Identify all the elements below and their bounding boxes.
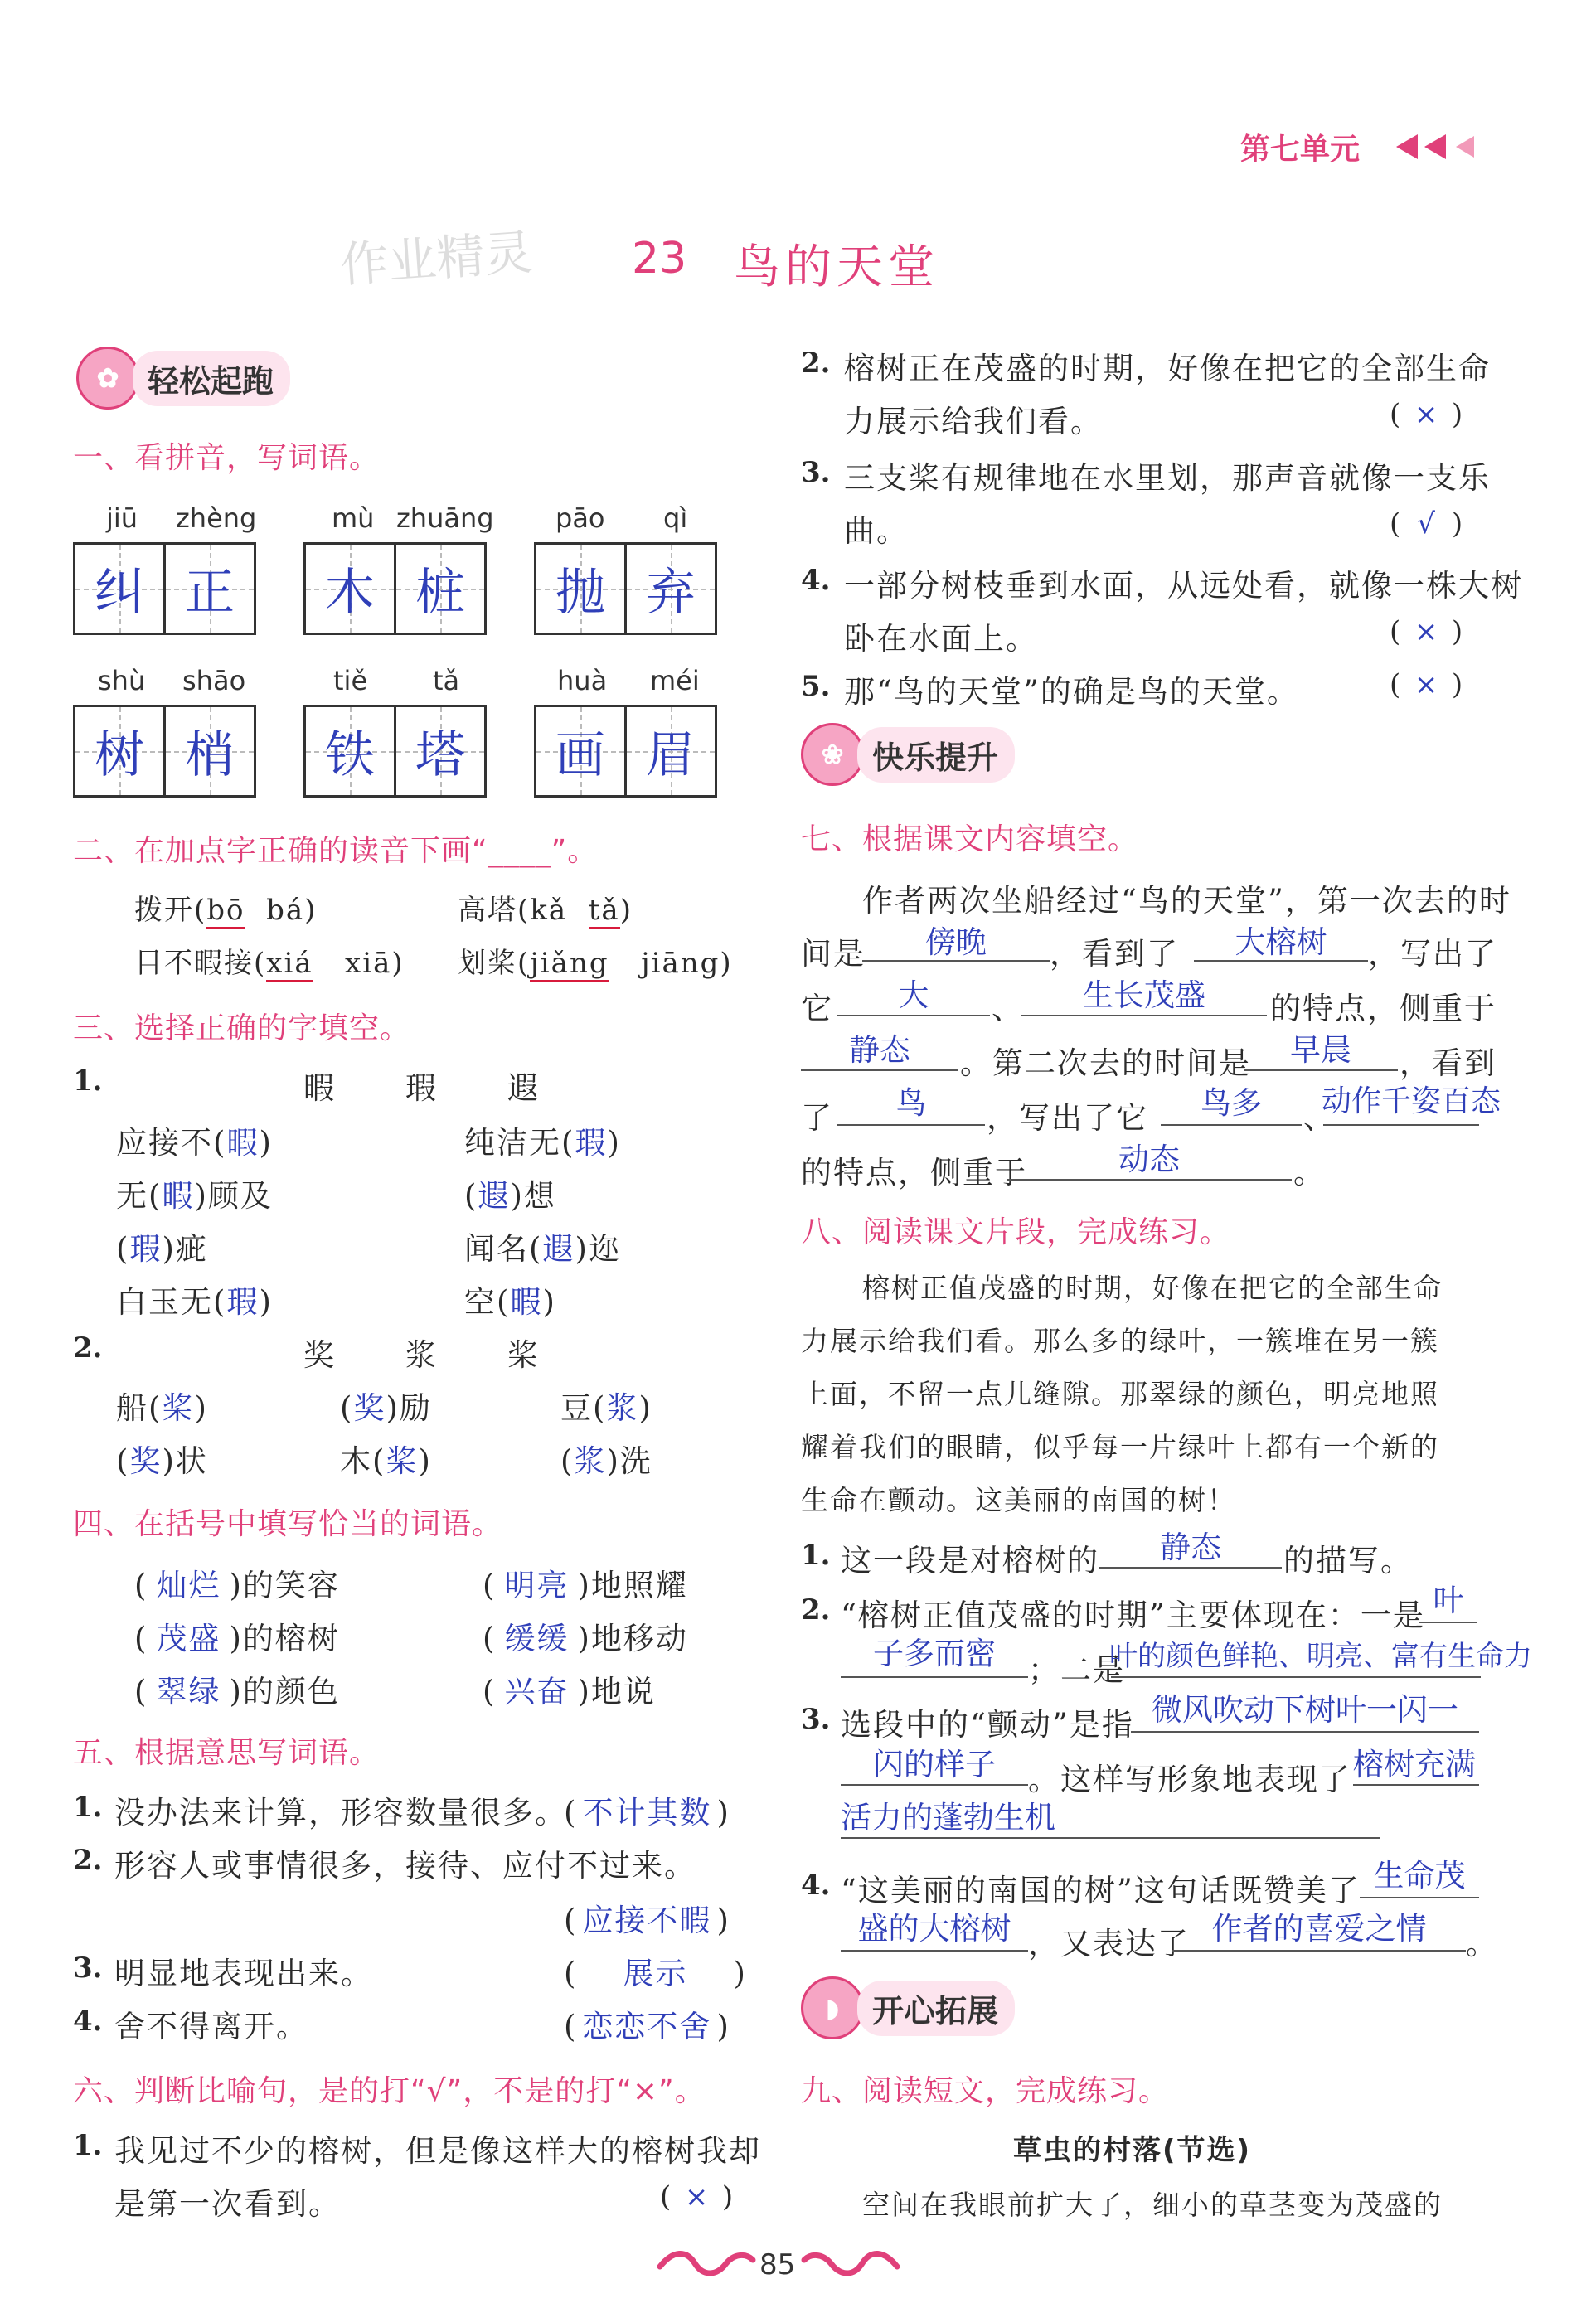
blank bbox=[801, 1069, 958, 1071]
answer: 生长茂盛 bbox=[1083, 977, 1205, 1013]
answer: 作者的喜爱之情 bbox=[1211, 1911, 1427, 1947]
fill-line: 、 bbox=[1303, 1100, 1336, 1136]
reading-item: 目不暇接(xiá xiā) bbox=[134, 940, 405, 981]
q-number: 4. bbox=[73, 2005, 103, 2038]
char-box: 塔 bbox=[396, 705, 487, 798]
question-text: 卧在水面上。 bbox=[844, 621, 1038, 657]
judge-answer: ( √ ) bbox=[1390, 507, 1463, 541]
blank bbox=[1353, 1784, 1479, 1786]
fill-line: ，写出了 bbox=[1368, 936, 1497, 972]
q-number: 4. bbox=[801, 1869, 831, 1902]
q-number: 1. bbox=[801, 1539, 831, 1572]
answer: 盛的大榕树 bbox=[857, 1911, 1011, 1947]
passage-line: 上面，不留一点儿缝隙。那翠绿的颜色，明亮地照 bbox=[801, 1378, 1439, 1410]
q-number: 1. bbox=[73, 1064, 103, 1098]
watermark: 作业精灵 bbox=[338, 223, 535, 293]
lesson-title: 鸟的天堂 bbox=[734, 240, 939, 294]
pinyin: mù bbox=[332, 502, 375, 534]
judge-answer: ( × ) bbox=[660, 2180, 734, 2213]
blank bbox=[1419, 1622, 1477, 1623]
fill-line: 它 bbox=[801, 991, 833, 1026]
answer: 微风吹动下树叶一闪一 bbox=[1152, 1692, 1458, 1728]
blank bbox=[1244, 1069, 1398, 1071]
fill-line: 间是 bbox=[801, 936, 866, 972]
badge-easy-start bbox=[76, 347, 290, 410]
sec7-title: 七、根据课文内容填空。 bbox=[801, 822, 1139, 856]
badge-happy-up bbox=[801, 723, 1015, 786]
reading-item: 拨开(bō bá) bbox=[134, 887, 317, 928]
blank bbox=[1111, 1676, 1481, 1678]
char-box: 铁 bbox=[303, 705, 396, 798]
char-box: 弃 bbox=[627, 542, 717, 635]
fill-item: 木(桨) bbox=[340, 1443, 432, 1479]
question-text: 力展示给我们看。 bbox=[844, 404, 1103, 439]
passage-title: 草虫的村落(节选) bbox=[1013, 2134, 1252, 2167]
answer: 动作千姿百态 bbox=[1322, 1084, 1501, 1118]
judge-answer: ( × ) bbox=[1390, 398, 1463, 431]
blank bbox=[1021, 1015, 1267, 1016]
reading-item: 划桨(jiǎng jiāng) bbox=[458, 940, 733, 981]
fill-item: ( 灿烂 )的笑容 bbox=[134, 1568, 340, 1603]
pinyin: pāo bbox=[555, 502, 605, 534]
fill-item: ( 翠绿 )的颜色 bbox=[134, 1674, 340, 1709]
char-box: 木 bbox=[303, 542, 396, 635]
fill-line: 的特点，侧重于 bbox=[1270, 991, 1497, 1026]
fill-item: 白玉无(瑕) bbox=[116, 1284, 273, 1320]
dolphin-icon: ◗ bbox=[801, 1976, 864, 2039]
passage-line: 力展示给我们看。那么多的绿叶，一簇堆在另一簇 bbox=[801, 1325, 1439, 1357]
wave-right-icon bbox=[801, 2248, 900, 2281]
wave-left-icon bbox=[657, 2248, 756, 2281]
passage-line: 空间在我眼前扩大了，细小的草茎变为茂盛的 bbox=[862, 2189, 1443, 2221]
answer: 活力的蓬勃生机 bbox=[841, 1800, 1055, 1835]
char-box: 纠 bbox=[73, 542, 166, 635]
answer: ( 应接不暇 ) bbox=[564, 1903, 730, 1938]
fill-item: 无(暇)顾及 bbox=[116, 1178, 273, 1214]
pinyin: zhèng bbox=[176, 502, 257, 534]
pinyin: huà bbox=[557, 665, 608, 696]
lesson-number: 23 bbox=[632, 234, 687, 284]
char-box: 桩 bbox=[396, 542, 487, 635]
blank bbox=[841, 1676, 1028, 1678]
pinyin: jiū bbox=[106, 502, 138, 534]
question-text: 的描写。 bbox=[1283, 1543, 1413, 1578]
blank bbox=[1007, 1179, 1292, 1181]
fill-line: 了 bbox=[801, 1100, 833, 1136]
q-number: 3. bbox=[801, 1703, 831, 1736]
blank bbox=[841, 1784, 1028, 1786]
blank bbox=[1172, 1950, 1466, 1952]
pinyin: tǎ bbox=[433, 665, 460, 696]
q-number: 5. bbox=[801, 670, 831, 703]
answer: 早晨 bbox=[1290, 1032, 1351, 1068]
fill-item: 纯洁无(瑕) bbox=[464, 1125, 621, 1161]
passage-line: 生命在颤动。这美丽的南国的树！ bbox=[801, 1484, 1236, 1516]
question-text: 形容人或事情很多，接待、应付不过来。 bbox=[114, 1848, 696, 1884]
pinyin: tiě bbox=[333, 665, 368, 696]
q-number: 3. bbox=[73, 1952, 103, 1985]
fill-line: ，写出了它 bbox=[987, 1100, 1148, 1136]
question-text: “这美丽的南国的树”这句话既赞美了 bbox=[841, 1873, 1361, 1908]
fill-line: 的特点，侧重于 bbox=[801, 1155, 1027, 1190]
answer: 静态 bbox=[849, 1032, 910, 1068]
fill-item: 应接不(暇) bbox=[116, 1125, 273, 1161]
blank bbox=[841, 1950, 1028, 1952]
answer: 叶的颜色鲜艳、明亮、富有生命力 bbox=[1109, 1640, 1532, 1673]
fill-line: 。 bbox=[1293, 1155, 1326, 1190]
q-number: 1. bbox=[73, 2129, 103, 2162]
sec1-title: 一、看拼音，写词语。 bbox=[73, 441, 381, 475]
fill-item: 空(暇) bbox=[464, 1284, 556, 1320]
q-number: 2. bbox=[73, 1331, 103, 1365]
question-text: 。这样写形象地表现了 bbox=[1028, 1762, 1351, 1797]
answer: 大 bbox=[898, 977, 929, 1013]
char-box: 梢 bbox=[166, 705, 256, 798]
char-box: 眉 bbox=[627, 705, 717, 798]
answer: 大榕树 bbox=[1235, 924, 1327, 960]
judge-answer: ( × ) bbox=[1390, 668, 1463, 701]
fill-item: ( 明亮 )地照耀 bbox=[483, 1568, 688, 1603]
question-text: 选段中的“颤动”是指 bbox=[841, 1707, 1134, 1743]
reading-item: 高塔(kǎ tǎ) bbox=[458, 887, 633, 928]
question-text: 一部分树枝垂到水面，从远处看，就像一株大树 bbox=[844, 568, 1523, 604]
answer: 傍晚 bbox=[925, 924, 987, 960]
q-number: 4. bbox=[801, 564, 831, 597]
answer: 闪的样子 bbox=[873, 1747, 996, 1782]
q-number: 3. bbox=[801, 456, 831, 489]
char-options: 奖 浆 桨 bbox=[303, 1337, 541, 1373]
answer: ( 恋恋不舍 ) bbox=[564, 2009, 730, 2044]
blank bbox=[837, 1124, 985, 1126]
q-number: 1. bbox=[73, 1791, 103, 1824]
blank bbox=[1099, 1567, 1282, 1569]
fill-item: ( 兴奋 )地说 bbox=[483, 1674, 656, 1709]
fill-line: 。第二次去的时间是 bbox=[960, 1045, 1251, 1081]
answer: ( 不计其数 ) bbox=[564, 1795, 730, 1830]
fill-item: (奖)励 bbox=[340, 1390, 432, 1426]
answer: ( 展示 ) bbox=[564, 1956, 747, 1991]
q-number: 2. bbox=[801, 1593, 831, 1627]
char-box: 画 bbox=[534, 705, 627, 798]
blank bbox=[841, 1837, 1380, 1839]
answer: 叶 bbox=[1433, 1583, 1464, 1618]
fill-item: (浆)洗 bbox=[560, 1443, 652, 1479]
char-options: 暇 瑕 遐 bbox=[303, 1070, 541, 1106]
passage-line: 作者两次坐船经过“鸟的天堂”，第一次去的时 bbox=[862, 883, 1511, 919]
sec2-title: 二、在加点字正确的读音下画“____”。 bbox=[73, 834, 599, 868]
badge-label: 快乐提升 bbox=[857, 727, 1015, 783]
char-box: 抛 bbox=[534, 542, 627, 635]
question-text: 我见过不少的榕树，但是像这样大的榕树我却 bbox=[114, 2133, 761, 2169]
question-text: 明显地表现出来。 bbox=[114, 1956, 373, 1991]
pinyin: zhuāng bbox=[396, 502, 494, 534]
question-text: ；二是 bbox=[1028, 1652, 1125, 1688]
sec3-title: 三、选择正确的字填空。 bbox=[73, 1011, 411, 1045]
fill-item: 闻名(遐)迩 bbox=[464, 1231, 621, 1267]
question-text: ，又表达了 bbox=[1028, 1926, 1190, 1961]
blank bbox=[1131, 1731, 1479, 1733]
fill-item: (奖)状 bbox=[116, 1443, 208, 1479]
char-box: 树 bbox=[73, 705, 166, 798]
question-text: 那“鸟的天堂”的确是鸟的天堂。 bbox=[844, 674, 1299, 710]
triangle-arrows-icon bbox=[1393, 133, 1484, 161]
badge-fun-expand bbox=[801, 1976, 1015, 2039]
answer: 动态 bbox=[1118, 1142, 1180, 1177]
fill-item: (遐)想 bbox=[464, 1178, 556, 1214]
answer: 静态 bbox=[1160, 1530, 1221, 1565]
pinyin: méi bbox=[650, 665, 700, 696]
question-text: 。 bbox=[1466, 1926, 1498, 1961]
fill-item: 船(桨) bbox=[116, 1390, 208, 1426]
answer: 鸟 bbox=[895, 1085, 927, 1121]
fill-item: ( 缓缓 )地移动 bbox=[483, 1621, 688, 1656]
cake-icon: ❀ bbox=[801, 723, 864, 786]
answer: 鸟多 bbox=[1201, 1085, 1262, 1121]
question-text: 这一段是对榕树的 bbox=[841, 1543, 1099, 1578]
fill-line: 、 bbox=[992, 991, 1024, 1026]
sec4-title: 四、在括号中填写恰当的词语。 bbox=[73, 1507, 503, 1541]
fill-line: ，看到 bbox=[1400, 1045, 1497, 1081]
question-text: “榕树正值茂盛的时期”主要体现在：一是 bbox=[841, 1598, 1425, 1633]
question-text: 曲。 bbox=[844, 513, 909, 549]
badge-label: 开心拓展 bbox=[857, 1981, 1015, 2036]
fill-line: ，看到了 bbox=[1050, 936, 1179, 972]
unit-label: 第七单元 bbox=[1240, 133, 1361, 167]
pinyin: qì bbox=[663, 502, 688, 534]
passage-line: 榕树正值茂盛的时期，好像在把它的全部生命 bbox=[862, 1272, 1443, 1304]
page-number: 85 bbox=[759, 2248, 796, 2281]
question-text: 榕树正在茂盛的时期，好像在把它的全部生命 bbox=[844, 351, 1491, 386]
fill-item: ( 茂盛 )的榕树 bbox=[134, 1621, 340, 1656]
blank bbox=[1323, 1124, 1479, 1126]
char-box: 正 bbox=[166, 542, 256, 635]
question-text: 三支桨有规律地在水里划，那声音就像一支乐 bbox=[844, 460, 1491, 496]
blank bbox=[837, 1015, 990, 1016]
runner-icon: ✿ bbox=[76, 347, 139, 410]
blank bbox=[1161, 1124, 1302, 1126]
fill-item: (瑕)疵 bbox=[116, 1231, 208, 1267]
question-text: 没办法来计算，形容数量很多。 bbox=[114, 1795, 567, 1830]
sec5-title: 五、根据意思写词语。 bbox=[73, 1736, 381, 1770]
judge-answer: ( × ) bbox=[1390, 615, 1463, 648]
pinyin: shāo bbox=[182, 665, 246, 696]
blank bbox=[1360, 1897, 1479, 1898]
question-text: 是第一次看到。 bbox=[114, 2186, 341, 2222]
q-number: 2. bbox=[73, 1844, 103, 1877]
sec6-title: 六、判断比喻句，是的打“√”，不是的打“×”。 bbox=[73, 2074, 706, 2108]
fill-item: 豆(浆) bbox=[560, 1390, 652, 1426]
badge-label: 轻松起跑 bbox=[133, 351, 290, 406]
sec8-title: 八、阅读课文片段，完成练习。 bbox=[801, 1215, 1231, 1249]
pinyin: shù bbox=[98, 665, 146, 696]
q-number: 2. bbox=[801, 347, 831, 380]
sec9-title: 九、阅读短文，完成练习。 bbox=[801, 2074, 1170, 2108]
answer: 榕树充满 bbox=[1353, 1747, 1476, 1782]
question-text: 舍不得离开。 bbox=[114, 2009, 308, 2044]
answer: 子多而密 bbox=[873, 1636, 996, 1671]
answer: 生命茂 bbox=[1373, 1858, 1466, 1893]
passage-line: 耀着我们的眼睛，似乎每一片绿叶上都有一个新的 bbox=[801, 1431, 1439, 1463]
